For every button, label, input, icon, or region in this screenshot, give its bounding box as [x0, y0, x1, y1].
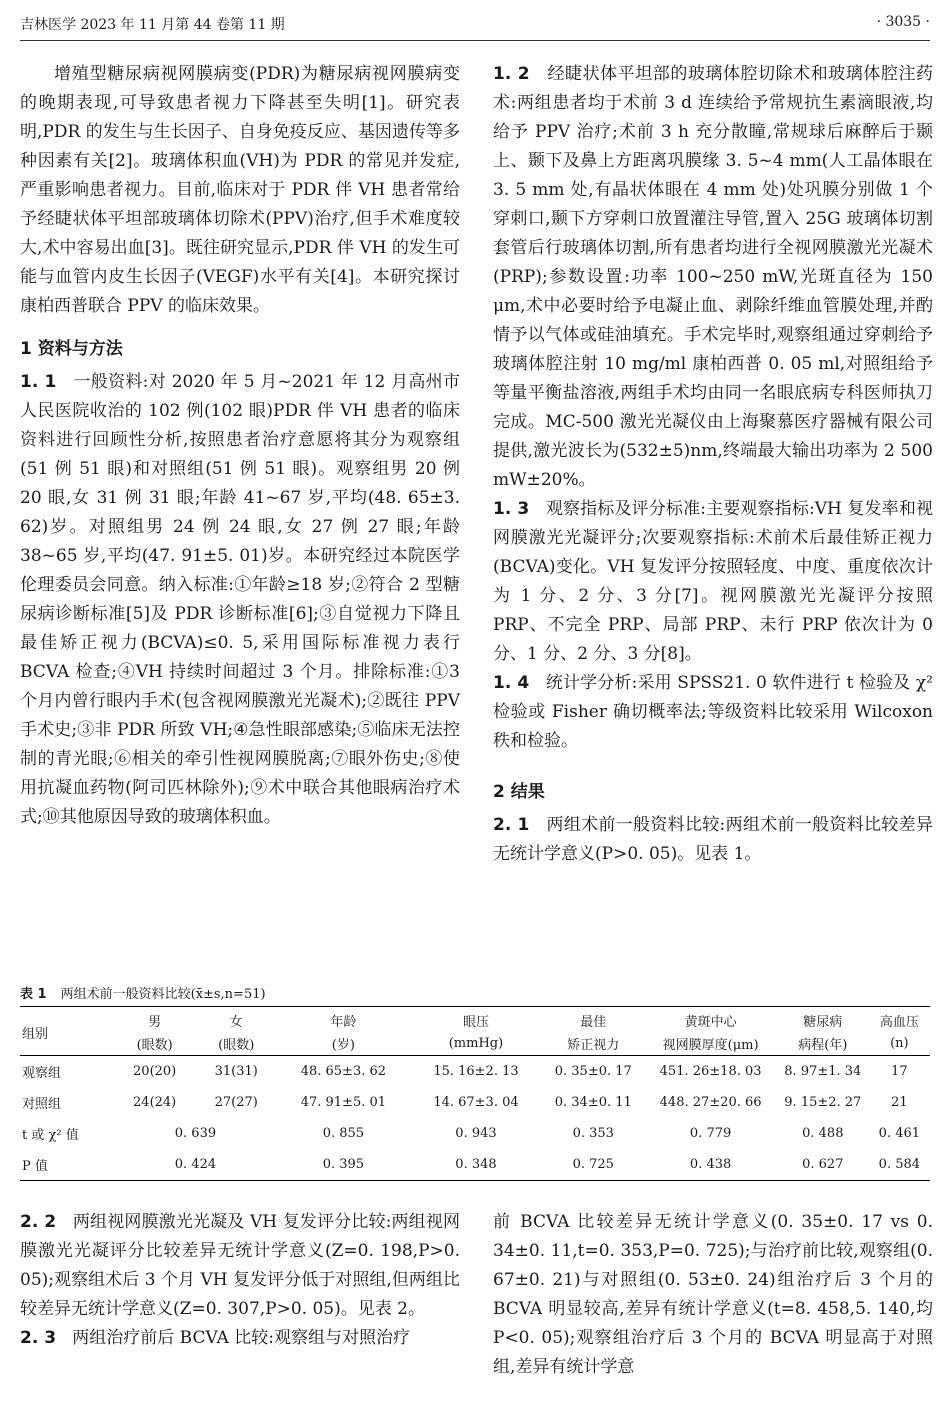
section-1-2-text: 经睫状体平坦部的玻璃体腔切除术和玻璃体腔注药术:两组患者均于术前 3 d 连续给予常规抗生素滴眼液,均给予 PPV 治疗;术前 3 h 充分散瞳,常规球后麻醉后于颞上、颞下及鼻上方距离巩膜缘 3. 5~4 mm(人工晶体眼在 3. 5 mm 处,有晶状体眼在 4 mm 处)处巩膜分别做 1 个穿刺口,颞下方穿刺口放置灌注导管,置入 25G 玻璃体切割套管后行玻璃体切割,所有患者均进行全视网膜激光光凝术(PRP);参数设置:功率 100~250 mW,光斑直径为 150 μm,术中必要时给予电凝止血、剥除纤维血管膜处理,并酌情予以气体或硅油填充。手术完毕时,观察组通过穿刺给予玻璃体腔注射 10 mg/ml 康柏西普 0. 05 ml,对照组给予等量平衡盐溶液,两组手术均由同一名眼底病专科医师执刀完成。MC-500 激光光凝仪由上海聚慕医疗器械有限公司提供,激光波长为(532±5)nm,终端最大输出功率为 2 500 mW±20%。 — [493, 64, 934, 490]
table-row — [20, 1087, 930, 1118]
cell-bcva: 0. 725 — [542, 1149, 644, 1181]
cell-course: 8. 97±1. 34 — [784, 1064, 862, 1079]
cell-bcva: 0. 353 — [572, 1126, 614, 1141]
section-1-2-number: 1. 2 — [493, 64, 530, 84]
header-cmt: 黄斑中心 — [644, 1007, 777, 1032]
subheader-male: (眼数) — [114, 1031, 196, 1056]
section-1-1-number: 1. 1 — [20, 372, 57, 392]
table-1-label: 表 1 — [20, 987, 47, 1002]
cell-female: 31(31) — [214, 1064, 258, 1079]
subheader-iop: (mmHg) — [410, 1031, 543, 1056]
cell-male: 20(20) — [133, 1064, 177, 1079]
table-1-title: 两组术前一般资料比较(x̄±s,n=51) — [60, 987, 266, 1002]
page-number: · 3035 · — [876, 14, 930, 30]
header-iop: 眼压 — [410, 1007, 543, 1032]
table-1 — [20, 1006, 930, 1181]
section-2-3-continued: 前 BCVA 比较差异无统计学意义(0. 35±0. 17 vs 0. 34±0. 11,t=0. 353,P=0. 725);与治疗前比较,观察组(0. 67±0. 21)与对照组(0. 53±0. 24)组治疗后 3 个月的 BCVA 明显较高,差异有统计学意义(t=8. 458,5. 140,均 P<0. 05);观察组治疗后 3 个月的 BCVA 明显高于对照组,差异有统计学意 — [493, 1212, 933, 1377]
cell-age: 0. 855 — [322, 1126, 365, 1141]
section-1-4-number: 1. 4 — [493, 673, 530, 693]
section-1-heading: 1 资料与方法 — [20, 339, 123, 359]
table-row — [20, 1149, 930, 1181]
section-2-2-text: 两组视网膜激光光凝及 VH 复发评分比较:两组视网膜激光光凝评分比较差异无统计学意义(Z=0. 198,P>0. 05);观察组术后 3 个月 VH 复发评分低于对照组,但两组比较差异无统计学意义(Z=0. 307,P>0. 05)。见表 2。 — [20, 1212, 460, 1319]
cell-group: 对照组 — [22, 1097, 62, 1112]
cell-iop: 15. 16±2. 13 — [433, 1064, 519, 1079]
section-1-4-text: 统计学分析:采用 SPSS21. 0 软件进行 t 检验及 χ² 检验或 Fisher 确切概率法;等级资料比较采用 Wilcoxon 秩和检验。 — [493, 673, 933, 751]
cell-htn: 0. 461 — [878, 1126, 921, 1141]
header-divider — [20, 40, 930, 41]
section-2-1-text: 两组术前一般资料比较:两组术前一般资料比较差异无统计学意义(P>0. 05)。见表 1。 — [493, 815, 933, 864]
header-group: 组别 — [20, 1007, 114, 1056]
header-female: 女 — [195, 1007, 277, 1032]
section-1-1-text: 一般资料:对 2020 年 5 月~2021 年 12 月高州市人民医院收治的 102 例(102 眼)PDR 伴 VH 患者的临床资料进行回顾性分析,按照患者治疗意愿将其分为观察组(51 例 51 眼)和对照组(51 例 51 眼)。观察组男 20 例 20 眼,女 31 例 31 眼;年龄 41~67 岁,平均(48. 65±3. 62)岁。对照组男 24 例 24 眼,女 27 例 27 眼;年龄 38~65 岁,平均(47. 91±5. 01)岁。本研究经过本院医学伦理委员会同意。纳入标准:①年龄≥18 岁;②符合 2 型糖尿病诊断标准[5]及 PDR 诊断标准[6];③自觉视力下降且最佳矫正视力(BCVA)≤0. 5,采用国际标准视力表行 BCVA 检查;④VH 持续时间超过 3 个月。排除标准:①3 个月内曾行眼内手术(包含视网膜激光光凝术);②既往 PPV 手术史;③非 PDR 所致 VH;④急性眼部感染;⑤临床无法控制的青光眼;⑥相关的牵引性视网膜脱离;⑦眼外伤史;⑧使用抗凝血药物(阿司匹林除外);⑨术中联合其他眼病治疗术式;⑩其他原因导致的玻璃体积血。 — [20, 372, 460, 827]
section-1-4 — [493, 669, 933, 756]
subheader-age: (岁) — [277, 1031, 410, 1056]
header-male: 男 — [114, 1007, 196, 1032]
section-1-3-number: 1. 3 — [493, 499, 530, 519]
cell-cmt: 451. 26±18. 03 — [659, 1064, 762, 1079]
cell-female: 27(27) — [214, 1095, 258, 1110]
header-htn: 高血压 — [869, 1007, 930, 1032]
cell-bcva: 0. 34±0. 11 — [554, 1095, 632, 1110]
subheader-cmt: 视网膜厚度(μm) — [644, 1031, 777, 1056]
subheader-female: (眼数) — [195, 1031, 277, 1056]
bottom-left-column — [20, 1208, 460, 1353]
cell-iop: 14. 67±3. 04 — [433, 1095, 519, 1110]
header-age: 年龄 — [277, 1007, 410, 1032]
subheader-htn: (n) — [869, 1031, 930, 1056]
table-row — [20, 1056, 930, 1088]
cell-sex-stat: 0. 424 — [114, 1149, 277, 1181]
cell-iop: 0. 348 — [410, 1149, 543, 1181]
section-2-3-number: 2. 3 — [20, 1328, 57, 1348]
intro-paragraph: 增殖型糖尿病视网膜病变(PDR)为糖尿病视网膜病变的晚期表现,可导致患者视力下降甚至失明[1]。研究表明,PDR 的发生与生长因子、自身免疫反应、基因遗传等多种因素有关[2]。玻璃体积血(VH)为 PDR 的常见并发症,严重影响患者视力。目前,临床对于 PDR 伴 VH 患者常给予经睫状体平坦部玻璃体切除术(PPV)治疗,但手术难度较大,术中容易出血[3]。既往研究显示,PDR 伴 VH 的发生可能与血管内皮生长因子(VEGF)水平有关[4]。本研究探讨康柏西普联合 PPV 的临床效果。 — [20, 64, 460, 316]
left-column — [20, 60, 460, 832]
cell-age: 0. 395 — [277, 1149, 410, 1181]
section-1-3-text: 观察指标及评分标准:主要观察指标:VH 复发率和视网膜激光光凝评分;次要观察指标:术前术后最佳矫正视力(BCVA)变化。VH 复发评分按照轻度、中度、重度依次计为 1 分、2 分、3 分[7]。视网膜激光光凝评分按照 PRP、不完全 PRP、局部 PRP、未行 PRP 依次计为 0 分、1 分、2 分、3 分[8]。 — [493, 499, 933, 664]
running-header — [20, 14, 930, 36]
section-1-2 — [493, 60, 933, 495]
section-1-3 — [493, 495, 933, 669]
section-1-1 — [20, 368, 460, 832]
bottom-right-column — [493, 1208, 933, 1382]
section-2-2-number: 2. 2 — [20, 1212, 57, 1232]
cell-group: t 或 χ² 值 — [22, 1128, 79, 1143]
section-2-1 — [493, 811, 933, 869]
cell-age: 47. 91±5. 01 — [300, 1095, 387, 1110]
section-2-3-text: 两组治疗前后 BCVA 比较:观察组与对照治疗 — [72, 1328, 411, 1348]
table-1-caption — [20, 983, 266, 1002]
cell-iop: 0. 943 — [455, 1126, 497, 1141]
cell-htn: 21 — [891, 1095, 908, 1110]
section-2-heading: 2 结果 — [493, 782, 545, 802]
journal-title: 吉林医学 2023 年 11 月第 44 卷第 11 期 — [20, 17, 285, 33]
header-bcva: 最佳 — [542, 1007, 644, 1032]
cell-htn: 17 — [891, 1064, 908, 1079]
header-course: 糖尿病 — [777, 1007, 869, 1032]
subheader-course: 病程(年) — [777, 1031, 869, 1056]
right-column — [493, 60, 933, 869]
section-2-3 — [20, 1324, 460, 1353]
cell-bcva: 0. 35±0. 17 — [554, 1064, 632, 1079]
cell-group: P 值 — [20, 1149, 114, 1181]
cell-course: 0. 627 — [777, 1149, 869, 1181]
cell-cmt: 0. 779 — [689, 1126, 732, 1141]
cell-course: 0. 488 — [802, 1126, 844, 1141]
section-2-1-number: 2. 1 — [493, 815, 530, 835]
section-2-2 — [20, 1208, 460, 1324]
cell-cmt: 0. 438 — [644, 1149, 777, 1181]
cell-age: 48. 65±3. 62 — [300, 1064, 387, 1079]
cell-group: 观察组 — [22, 1066, 62, 1081]
table-row — [20, 1118, 930, 1149]
cell-cmt: 448. 27±20. 66 — [659, 1095, 762, 1110]
cell-course: 9. 15±2. 27 — [784, 1095, 862, 1110]
subheader-bcva: 矫正视力 — [542, 1031, 644, 1056]
cell-sex-stat: 0. 639 — [174, 1126, 217, 1141]
cell-male: 24(24) — [133, 1095, 177, 1110]
cell-htn: 0. 584 — [869, 1149, 930, 1181]
